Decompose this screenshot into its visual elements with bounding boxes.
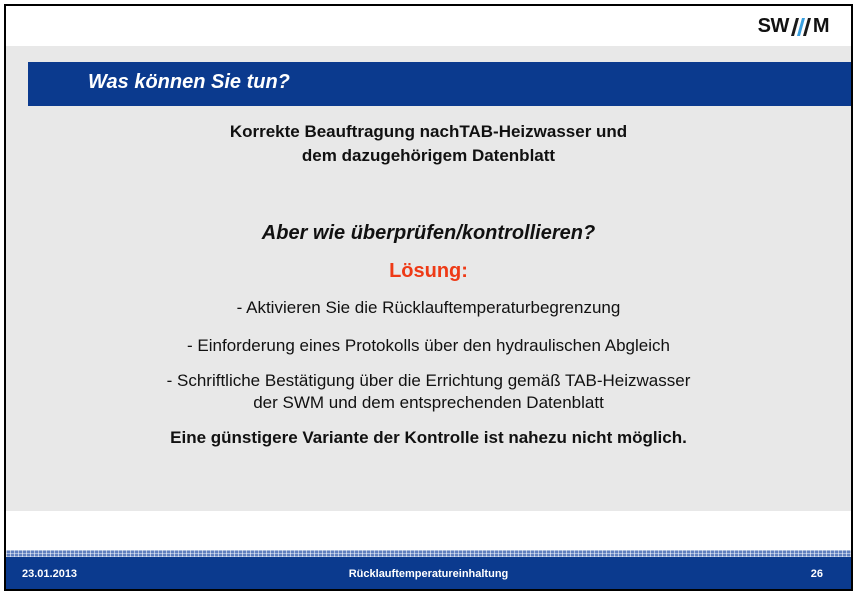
logo-slashes-icon (790, 16, 812, 38)
footer-pattern-strip (6, 550, 851, 557)
solution-label: Lösung: (389, 260, 468, 282)
list-item (6, 370, 851, 414)
footer-title: Rücklauftemperatureinhaltung (348, 568, 509, 580)
list-item: - Einforderung eines Protokolls über den hydraulischen Abgleich (187, 336, 670, 355)
list-item: - Aktivieren Sie die Rücklauftemperaturbegrenzung (236, 298, 621, 317)
conclusion-text: Eine günstigere Variante der Kontrolle ist nahezu nicht möglich. (170, 428, 687, 447)
list-item-line-2: der SWM und dem entsprechenden Datenblatt (253, 393, 604, 412)
slide (4, 4, 853, 591)
question-heading: Aber wie überprüfen/kontrollieren? (261, 222, 596, 244)
header (6, 6, 851, 46)
intro-line-2: dem dazugehörigem Datenblatt (301, 146, 556, 165)
swm-logo (758, 15, 829, 38)
intro-text (6, 120, 851, 168)
list-item-line-1: - Schriftliche Bestätigung über die Errichtung gemäß TAB-Heizwasser (166, 371, 691, 390)
logo-text-right: M (812, 15, 829, 37)
intro-line-1: Korrekte Beauftragung nachTAB-Heizwasser und (229, 122, 628, 141)
page-number: 26 (810, 568, 823, 580)
title-bar (28, 62, 853, 106)
logo-text-left: SW (757, 15, 789, 37)
slide-title: Was können Sie tun? (88, 71, 290, 93)
footer (6, 557, 851, 591)
footer-date: 23.01.2013 (22, 568, 78, 580)
